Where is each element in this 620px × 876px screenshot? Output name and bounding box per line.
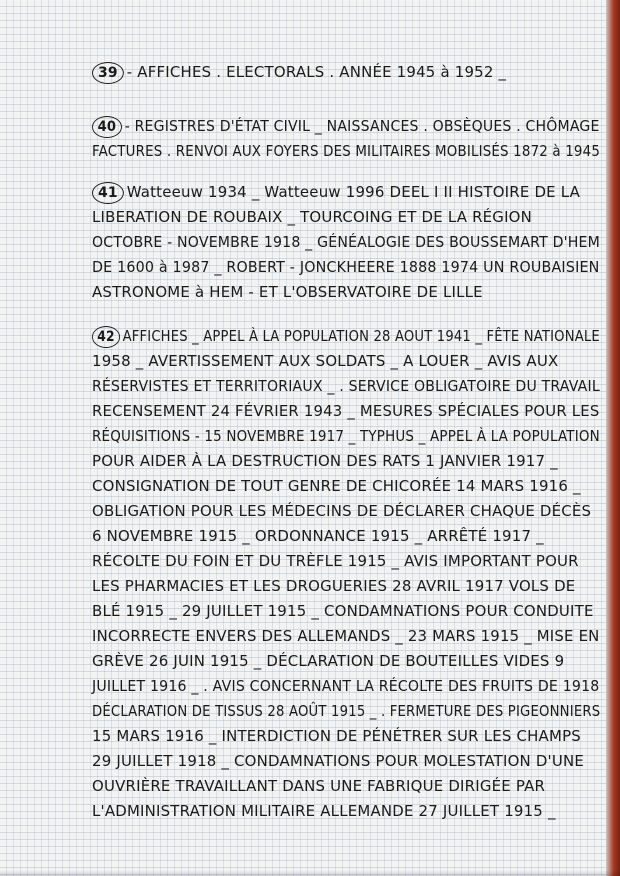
entry-text: BLÉ 1915 _ 29 JUILLET 1915 _ CONDAMNATIONS POUR CONDUITE — [92, 602, 594, 620]
entry-text: RÉQUISITIONS - 15 NOVEMBRE 1917 _ TYPHUS _ APPEL À LA POPULATION — [92, 427, 600, 445]
page-shadow — [0, 870, 620, 876]
entry-line — [92, 649, 600, 674]
entry-line — [92, 349, 600, 374]
entry-line — [92, 599, 600, 624]
entry-text: LES PHARMACIES ET LES DROGUERIES 28 AVRIL 1917 VOLS DE — [92, 577, 576, 595]
entry-line — [92, 424, 600, 449]
entry-line — [92, 474, 600, 499]
entry-line — [92, 205, 600, 230]
entry-text: 1958 _ AVERTISSEMENT AUX SOLDATS _ A LOUER _ AVIS AUX — [92, 352, 559, 370]
entry-number: 41 — [92, 182, 124, 204]
entry-text: L'ADMINISTRATION MILITAIRE ALLEMANDE 27 JUILLET 1915 _ — [92, 802, 556, 820]
entry-line — [92, 324, 600, 349]
entry-line — [92, 114, 600, 139]
entry-42 — [92, 324, 602, 824]
entry-text: GRÈVE 26 JUIN 1915 _ DÉCLARATION DE BOUTEILLES VIDES 9 — [92, 652, 565, 670]
entry-line — [92, 280, 600, 305]
entry-text: FACTURES . RENVOI AUX FOYERS DES MILITAIRES MOBILISÉS 1872 à 1945 — [92, 142, 601, 160]
entry-text: DE 1600 à 1987 _ ROBERT - JONCKHEERE 1888 1974 UN ROUBAISIEN — [92, 258, 600, 276]
entry-text: ASTRONOME à HEM - ET L'OBSERVATOIRE DE LILLE — [92, 283, 483, 301]
entry-text: RÉCOLTE DU FOIN ET DU TRÈFLE 1915 _ AVIS IMPORTANT POUR — [92, 552, 579, 570]
entry-text: 15 MARS 1916 _ INTERDICTION DE PÉNÉTRER SUR LES CHAMPS — [92, 727, 581, 745]
entry-line — [92, 499, 600, 524]
entry-line — [92, 699, 601, 724]
entry-text: DÉCLARATION DE TISSUS 28 AOÛT 1915 _ . FERMETURE DES PIGEONNIERS — [92, 702, 601, 720]
entry-39 — [92, 60, 602, 85]
entry-line — [92, 574, 600, 599]
entry-line — [92, 449, 600, 474]
entry-text: 6 NOVEMBRE 1915 _ ORDONNANCE 1915 _ ARRÊTÉ 1917 _ — [92, 527, 544, 545]
entry-line — [92, 774, 600, 799]
entry-text: - AFFICHES . ELECTORALS . ANNÉE 1945 à 1952 _ — [126, 63, 507, 81]
entry-41 — [92, 180, 602, 305]
entry-number: 39 — [92, 62, 124, 84]
entry-text: LIBERATION DE ROUBAIX _ TOURCOING ET DE LA RÉGION — [92, 208, 533, 226]
entry-text: Watteeuw 1934 _ Watteeuw 1996 DEEL I II HISTOIRE DE LA — [126, 183, 581, 201]
margin-line — [88, 0, 89, 876]
entry-line — [92, 230, 601, 255]
entry-text: 29 JUILLET 1918 _ CONDAMNATIONS POUR MOLESTATION D'UNE — [92, 752, 585, 770]
entry-number: 40 — [92, 116, 122, 138]
entry-line — [92, 60, 600, 85]
entry-number: 42 — [92, 326, 120, 348]
entry-text: INCORRECTE ENVERS DES ALLEMANDS _ 23 MARS 1915 _ MISE EN — [92, 627, 600, 645]
entry-40 — [92, 114, 602, 164]
entry-line — [92, 524, 600, 549]
entry-text: RECENSEMENT 24 FÉVRIER 1943 _ MESURES SPÉCIALES POUR LES — [92, 402, 600, 420]
entry-line — [92, 180, 600, 205]
entry-line — [92, 374, 600, 399]
entry-line — [92, 549, 600, 574]
entry-text: POUR AIDER À LA DESTRUCTION DES RATS 1 JANVIER 1917 _ — [92, 452, 558, 470]
entry-line — [92, 674, 600, 699]
entry-text: JUILLET 1916 _ . AVIS CONCERNANT LA RÉCOLTE DES FRUITS DE 1918 — [92, 677, 600, 695]
entry-text: OBLIGATION POUR LES MÉDECINS DE DÉCLARER CHAQUE DÉCÈS — [92, 502, 592, 520]
entry-text: AFFICHES _ APPEL À LA POPULATION 28 AOUT 1941 _ FÊTE NATIONALE — [122, 327, 600, 345]
entry-line — [92, 399, 600, 424]
entry-text: OUVRIÈRE TRAVAILLANT DANS UNE FABRIQUE DIRIGÉE PAR — [92, 777, 546, 795]
notebook-edge — [606, 0, 620, 876]
entry-text: RÉSERVISTES ET TERRITORIAUX _ . SERVICE OBLIGATOIRE DU TRAVAIL — [92, 377, 600, 395]
entry-text: CONSIGNATION DE TOUT GENRE DE CHICORÉE 14 MARS 1916 _ — [92, 477, 581, 495]
entry-text: OCTOBRE - NOVEMBRE 1918 _ GÉNÉALOGIE DES BOUSSEMART D'HEM — [92, 233, 601, 251]
entry-line — [92, 799, 600, 824]
entry-line — [92, 749, 600, 774]
entry-line — [92, 255, 600, 280]
entry-line — [92, 724, 600, 749]
entry-text: - REGISTRES D'ÉTAT CIVIL _ NAISSANCES . OBSÈQUES . CHÔMAGE — [124, 117, 600, 135]
entry-line — [92, 624, 598, 649]
entry-line — [92, 139, 601, 164]
